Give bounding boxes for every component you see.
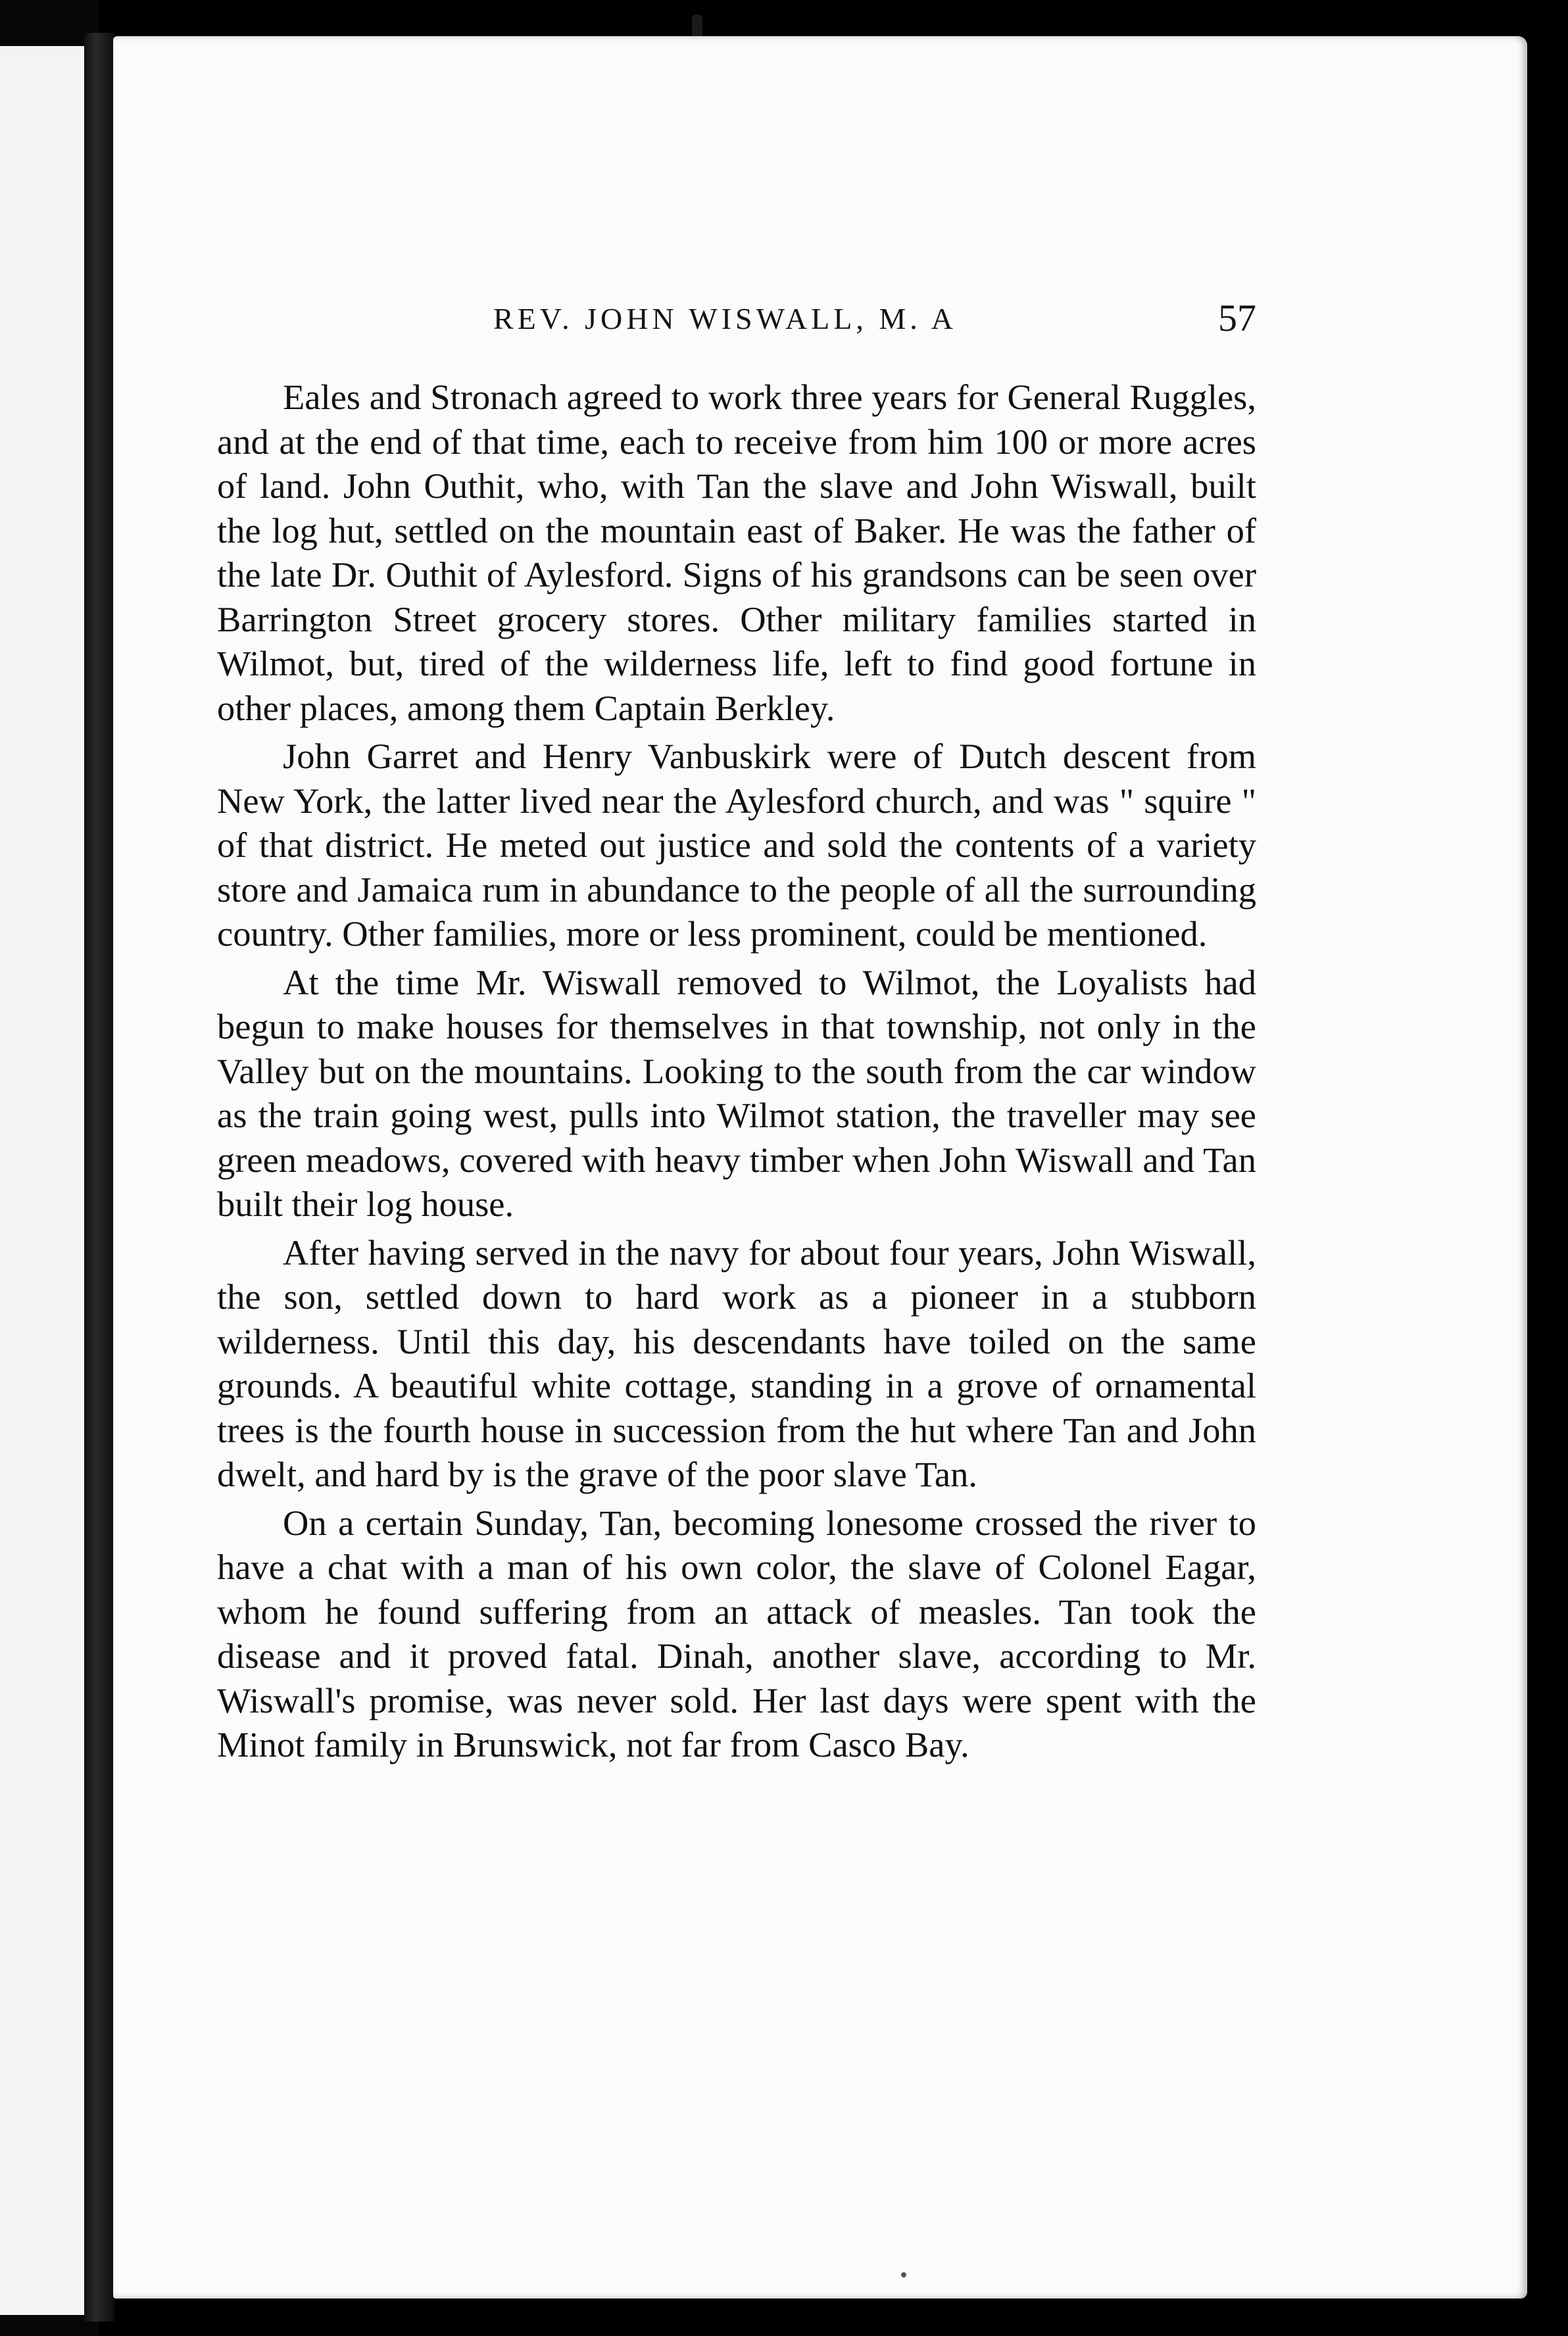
page-top-mark: [692, 14, 702, 37]
scan-dust-speck: [901, 2272, 906, 2277]
previous-page-edge: [0, 46, 84, 2315]
paragraph-3: At the time Mr. Wiswall removed to Wilmot, the Loyalists had begun to make houses for themselves in that township, not only in the Valley but on the mountains. Looking to the south from the car window as the train going west, pulls into Wilmot station, the traveller may see green meadows, covered with heavy timber when John Wiswall and Tan built their log house.: [217, 961, 1256, 1224]
paragraph-2: John Garret and Henry Vanbuskirk were of Dutch descent from New York, the latter lived near the Aylesford church, and was " squire " of that district. He meted out justice and sold the contents of a variety store and Jamaica rum in abundance to the people of all the surrounding country. Other families, more or less prominent, could be mentioned.: [217, 736, 1256, 954]
running-head-title: REV. JOHN WISWALL, M. A: [493, 302, 957, 335]
paragraph-5: On a certain Sunday, Tan, becoming lonesome crossed the river to have a chat with a man of his own color, the slave of Colonel Eagar, whom he found suffering from an attack of measles. Tan took the disease and it proved fatal. Dinah, another slave, according to Mr. Wiswall's promise, was never sold. Her last days were spent with the Minot family in Brunswick, not far from Casco Bay.: [217, 1502, 1256, 1764]
running-head: [217, 296, 1256, 349]
paragraph-4: After having served in the navy for about four years, John Wiswall, the son, settled down to hard work as a pioneer in a stubborn wilderness. Until this day, his descendants have toiled on the same grounds. A beautiful white cottage, standing in a grove of ornamental trees is the fourth house in succession from the hut where Tan and John dwelt, and hard by is the grave of the poor slave Tan.: [217, 1232, 1256, 1494]
paragraph-1: Eales and Stronach agreed to work three years for General Ruggles, and at the end of that time, each to receive from him 100 or more acres of land. John Outhit, who, with Tan the slave and John Wiswall, built the log hut, settled on the mountain east of Baker. He was the father of the late Dr. Outhit of Aylesford. Signs of his grandsons can be seen over Barrington Street grocery stores. Other military families started in Wilmot, but, tired of the wilderness life, left to find good fortune in other places, among them Captain Berkley.: [217, 377, 1256, 728]
body-text: [217, 375, 1256, 2072]
page-number: 57: [1218, 297, 1256, 339]
book-binding-shadow: [84, 33, 114, 2322]
